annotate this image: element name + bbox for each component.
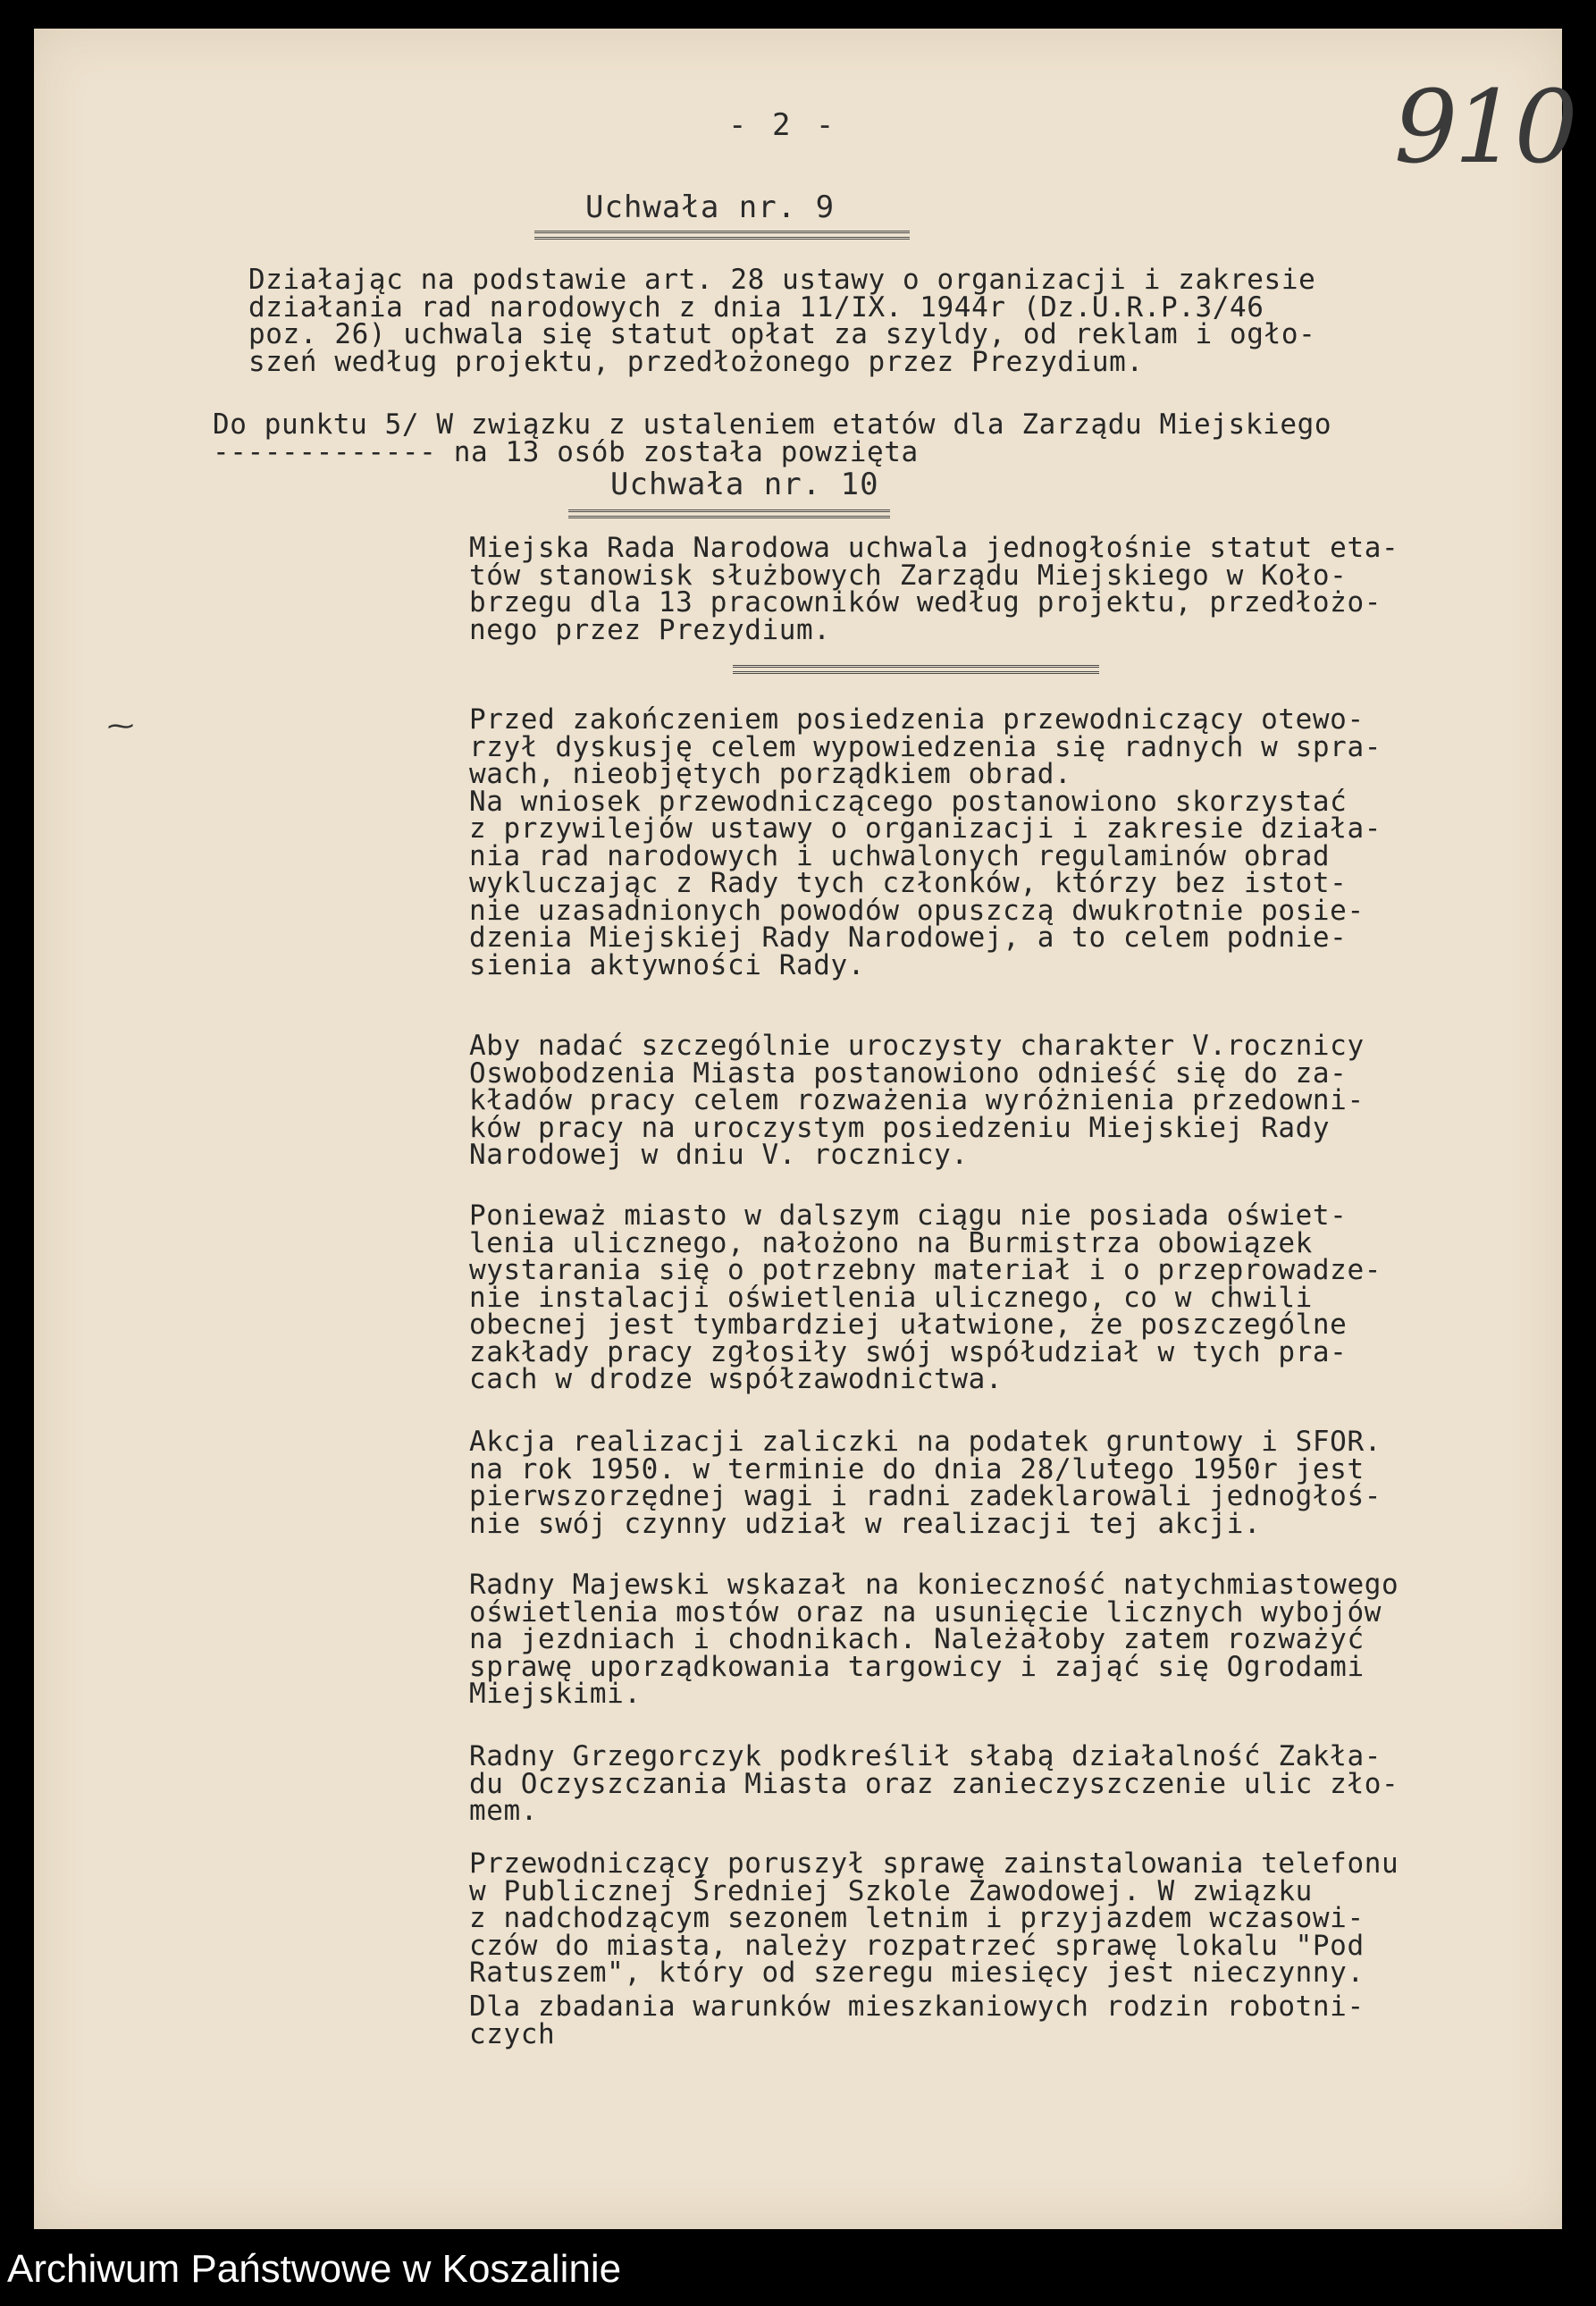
margin-mark: ⁓ xyxy=(107,711,134,742)
paragraph-anniversary: Aby nadać szczególnie uroczysty charakter V.rocznicy Oswobodzenia Miasta postanowiono odnieść się do za- kładów pracy celem rozważenia wyróżnienia przedowni- ków pracy na uroczystym posiedzeniu Miejskiej Rady Narodowej w dniu V. rocznicy. xyxy=(469,1030,1365,1171)
handwritten-folio-number: 910 xyxy=(1394,70,1575,186)
paragraph-housing: Dla zbadania warunków mieszkaniowych rodzin robotni- czych xyxy=(469,1990,1365,2050)
resolution-10-body: Miejska Rada Narodowa uchwala jednogłośnie statut eta- tów stanowisk służbowych Zarządu Miejskiego w Koło- brzegu dla 13 pracowników według projektu, przedłożo- nego przez Prezydium. xyxy=(469,532,1399,646)
archive-footer-label: Archiwum Państwowe w Koszalinie xyxy=(7,2247,622,2291)
page-number: - 2 - xyxy=(728,107,838,143)
resolution-10-end-rule xyxy=(733,665,1099,674)
resolution-10-title: Uchwała nr. 10 xyxy=(610,467,879,502)
paragraph-grzegorczyk: Radny Grzegorczyk podkreślił słabą działalność Zakła- du Oczyszczania Miasta oraz zanieczyszczenie ulic zło- mem. xyxy=(469,1740,1399,1827)
paragraph-street-lighting: Ponieważ miasto w dalszym ciągu nie posiada oświet- lenia ulicznego, nałożono na Burmistrza obowiązek wystarania się o potrzebny materiał i o przeprowadze- nie instalacji oświetlenia ulicznego, co w chwili obecnej jest tymbardziej ułatwione, że poszczególne zakłady pracy zgłosiły swój współudział w tych pra- cach w drodze współzawodnictwa. xyxy=(469,1199,1382,1395)
paragraph-telephone: Przewodniczący poruszył sprawę zainstalowania telefonu w Publicznej Średniej Szkole Zawodowej. W związku z nadchodzącym sezonem letnim i przyjazdem wczasowi- czów do miasta, należy rozpatrzeć sprawę lokalu "Pod Ratuszem", który od szeregu miesięcy jest nieczynny. xyxy=(469,1847,1399,1989)
resolution-9-title: Uchwała nr. 9 xyxy=(585,189,836,225)
paragraph-majewski: Radny Majewski wskazał na konieczność natychmiastowego oświetlenia mostów oraz na usunięcie licznych wybojów na jezdniach i chodnikach. Należałoby zatem rozważyć sprawę uporządkowania targowicy i zająć się Ogrodami Miejskimi. xyxy=(469,1569,1399,1710)
resolution-9-body: Działając na podstawie art. 28 ustawy o organizacji i zakresie działania rad narodowych z dnia 11/IX. 1944r (Dz.U.R.P.3/46 poz. 26) uchwala się statut opłat za szyldy, od reklam i ogło- szeń według projektu, przedłożonego przez Prezydium. xyxy=(248,264,1316,378)
paragraph-discussion: Przed zakończeniem posiedzenia przewodniczący otewo- rzył dyskusję celem wypowiedzenia się radnych w spra- wach, nieobjętych porządkiem obrad. Na wniosek przewodniczącego postanowiono skorzystać z przywilejów ustawy o organizacji i zakresie działa- nia rad narodowych i uchwalonych regulaminów obrad wykluczając z Rady tych członków, którzy bez istot- nie uzasadnionych powodów opuszczą dwukrotnie posie- dzenia Miejskiej Rady Narodowej, a to celem podnie- sienia aktywności Rady. xyxy=(469,703,1382,981)
point-5-text: Do punktu 5/ W związku z ustaleniem etatów dla Zarządu Miejskiego ------------- na 13 osób została powzięta xyxy=(213,408,1332,468)
archive-footer xyxy=(0,2234,1596,2306)
resolution-10-underline xyxy=(568,509,890,518)
resolution-9-underline xyxy=(534,231,910,240)
paragraph-land-tax: Akcja realizacji zaliczki na podatek gruntowy i SFOR. na rok 1950. w terminie do dnia 28/lutego 1950r jest pierwszorzędnej wagi i radni zadeklarowali jednogłoś- nie swój czynny udział w realizacji tej akcji. xyxy=(469,1426,1382,1540)
